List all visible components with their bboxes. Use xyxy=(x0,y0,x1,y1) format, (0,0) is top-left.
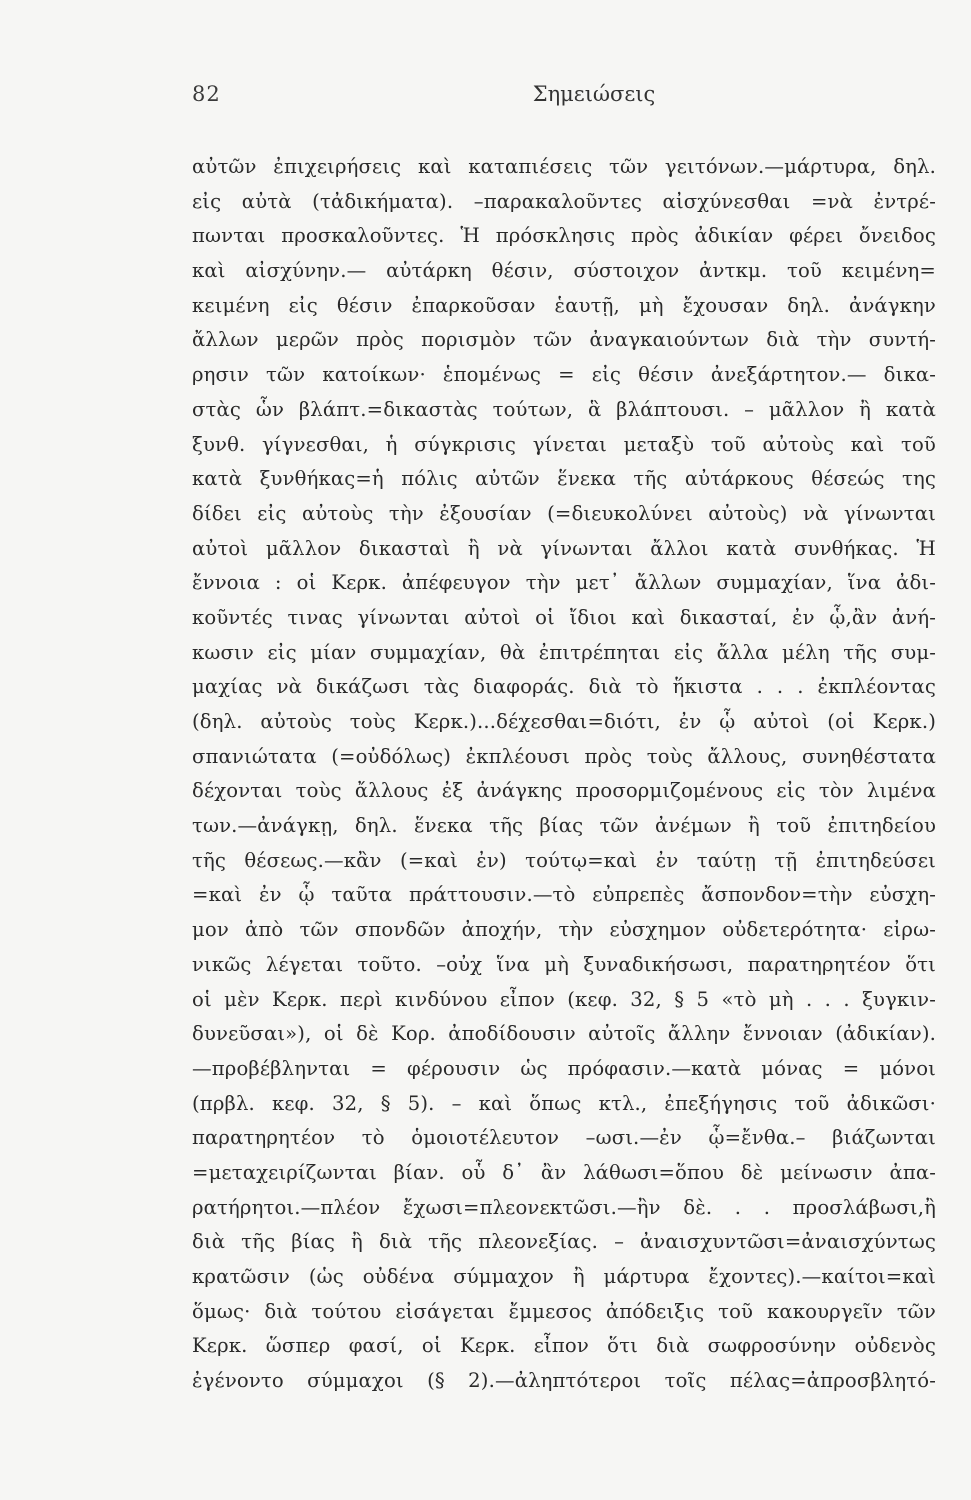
text-line: καὶ αἰσχύνην.— αὐτάρκη θέσιν, σύστοιχον ἀντκμ. τοῦ κειμένη= xyxy=(192,259,936,283)
text-line: =καὶ ἐν ᾧ ταῦτα πράττουσιν.—τὸ εὐπρεπὲς ἄσπονδον=τὴν εὐσχη- xyxy=(192,883,936,907)
text-line: ρησιν τῶν κατοίκων· ἑπομένως = εἰς θέσιν ἀνεξάρτητον.— δικα- xyxy=(192,363,936,387)
text-line: νικῶς λέγεται τοῦτο. –οὐχ ἵνα μὴ ξυναδικήσωσι, παρατηρητέον ὅτι xyxy=(192,952,936,976)
text-line: ἔννοια : οἱ Κερκ. ἀπέφευγον τὴν μετ᾽ ἄλλων συμμαχίαν, ἵνα ἀδι- xyxy=(192,571,936,595)
page-number: 82 xyxy=(192,82,221,106)
text-line: (δηλ. αὐτοὺς τοὺς Κερκ.)...δέχεσθαι=διότι, ἐν ᾧ αὐτοὶ (οἱ Κερκ.) xyxy=(192,710,936,733)
text-line: ξυνθ. γίγνεσθαι, ἡ σύγκρισις γίνεται μεταξὺ τοῦ αὐτοὺς καὶ τοῦ xyxy=(192,432,936,456)
text-line: κειμένη εἰς θέσιν ἐπαρκοῦσαν ἑαυτῇ, μὴ ἔχουσαν δηλ. ἀνάγκην xyxy=(192,293,936,317)
text-line: μον ἀπὸ τῶν σπονδῶν ἀποχήν, τὴν εὐσχημον οὐδετερότητα· εἰρω- xyxy=(192,918,936,942)
text-line: ὅμως· διὰ τούτου εἰσάγεται ἔμμεσος ἀπόδειξις τοῦ κακουργεῖν τῶν xyxy=(192,1299,936,1323)
text-line: κατὰ ξυνθήκας=ἡ πόλις αὐτῶν ἕνεκα τῆς αὐτάρκους θέσεώς της xyxy=(192,467,936,491)
text-line: αὐτῶν ἐπιχειρήσεις καὶ καταπιέσεις τῶν γειτόνων.—μάρτυρα, δηλ. xyxy=(192,155,936,178)
text-line: δίδει εἰς αὐτοὺς τὴν ἐξουσίαν (=διευκολύνει αὐτοὺς) νὰ γίνωνται xyxy=(192,501,936,525)
text-line: ρατήρητοι.—πλέον ἔχωσι=πλεονεκτῶσι.—ἢν δὲ. . . προσλάβωσι,ἢ xyxy=(192,1195,936,1219)
text-line: αὐτοὶ μᾶλλον δικασταὶ ἢ νὰ γίνωνται ἄλλοι κατὰ συνθήκας. Ἡ xyxy=(192,536,936,560)
text-line: διὰ τῆς βίας ἢ διὰ τῆς πλεονεξίας. – ἀναισχυντῶσι=ἀναισχύντως xyxy=(192,1230,936,1254)
text-line: κρατῶσιν (ὡς οὐδένα σύμμαχον ἢ μάρτυρα ἔχοντες).—καίτοι=καὶ xyxy=(192,1265,936,1288)
text-line: των.—ἀνάγκῃ, δηλ. ἕνεκα τῆς βίας τῶν ἀνέμων ἢ τοῦ ἐπιτηδείου xyxy=(192,814,936,838)
text-line: κωσιν εἰς μίαν συμμαχίαν, θὰ ἐπιτρέπηται εἰς ἄλλα μέλη τῆς συμ- xyxy=(192,640,936,664)
text-line: οἱ μὲν Κερκ. περὶ κινδύνου εἶπον (κεφ. 32, § 5 «τὸ μὴ . . . ξυγκιν- xyxy=(192,987,936,1011)
text-line: πωνται προσκαλοῦντες. Ἡ πρόσκλησις πρὸς ἀδικίαν φέρει ὄνειδος xyxy=(192,224,936,248)
text-line: Κερκ. ὥσπερ φασί, οἱ Κερκ. εἶπον ὅτι διὰ σωφροσύνην οὐδενὸς xyxy=(192,1334,936,1358)
text-line: —προβέβληνται = φέρουσιν ὡς πρόφασιν.—κατὰ μόνας = μόνοι xyxy=(192,1056,936,1080)
text-line: =μεταχειρίζωνται βίαν. οὗ δ᾽ ἂν λάθωσι=ὅπου δὲ μείνωσιν ἀπα- xyxy=(192,1160,936,1184)
text-line: σπανιώτατα (=οὐδόλως) ἐκπλέουσι πρὸς τοὺς ἄλλους, συνηθέστατα xyxy=(192,744,936,768)
text-line: κοῦντές τινας γίνωνται αὐτοὶ οἱ ἴδιοι καὶ δικασταί, ἐν ᾧ,ἂν ἀνή- xyxy=(192,605,936,629)
text-line: παρατηρητέον τὸ ὁμοιοτέλευτον –ωσι.—ἐν ᾧ=ἔνθα.– βιάζωνται xyxy=(192,1126,936,1150)
running-header xyxy=(192,82,936,116)
text-line: δυνεῦσαι»), οἱ δὲ Κορ. ἀποδίδουσιν αὐτοῖς ἄλλην ἔννοιαν (ἀδικίαν). xyxy=(192,1022,936,1046)
text-line: δέχονται τοὺς ἄλλους ἐξ ἀνάγκης προσορμιζομένους εἰς τὸν λιμένα xyxy=(192,779,936,803)
text-line: ἐγένοντο σύμμαχοι (§ 2).—ἀληπτότεροι τοῖς πέλας=ἀπροσβλητό- xyxy=(192,1369,936,1393)
running-title: Σημειώσεις xyxy=(532,82,656,106)
commentary-text xyxy=(192,150,936,1399)
text-line: τῆς θέσεως.—κἂν (=καὶ ἐν) τούτῳ=καὶ ἐν ταύτῃ τῇ ἐπιτηδεύσει xyxy=(192,848,936,872)
text-line: εἰς αὐτὰ (τἀδικήματα). –παρακαλοῦντες αἰσχύνεσθαι =νὰ ἐντρέ- xyxy=(192,189,936,213)
text-line: μαχίας νὰ δικάζωσι τὰς διαφοράς. διὰ τὸ ἥκιστα . . . ἐκπλέοντας xyxy=(192,675,936,699)
text-line: ἄλλων μερῶν πρὸς πορισμὸν τῶν ἀναγκαιούντων διὰ τὴν συντή- xyxy=(192,328,936,352)
text-line: στὰς ὧν βλάπτ.=δικαστὰς τούτων, ἃ βλάπτουσι. – μᾶλλον ἢ κατὰ xyxy=(192,397,936,421)
text-line: (πρβλ. κεφ. 32, § 5). – καὶ ὅπως κτλ., ἐπεξήγησις τοῦ ἀδικῶσι· xyxy=(192,1091,936,1115)
